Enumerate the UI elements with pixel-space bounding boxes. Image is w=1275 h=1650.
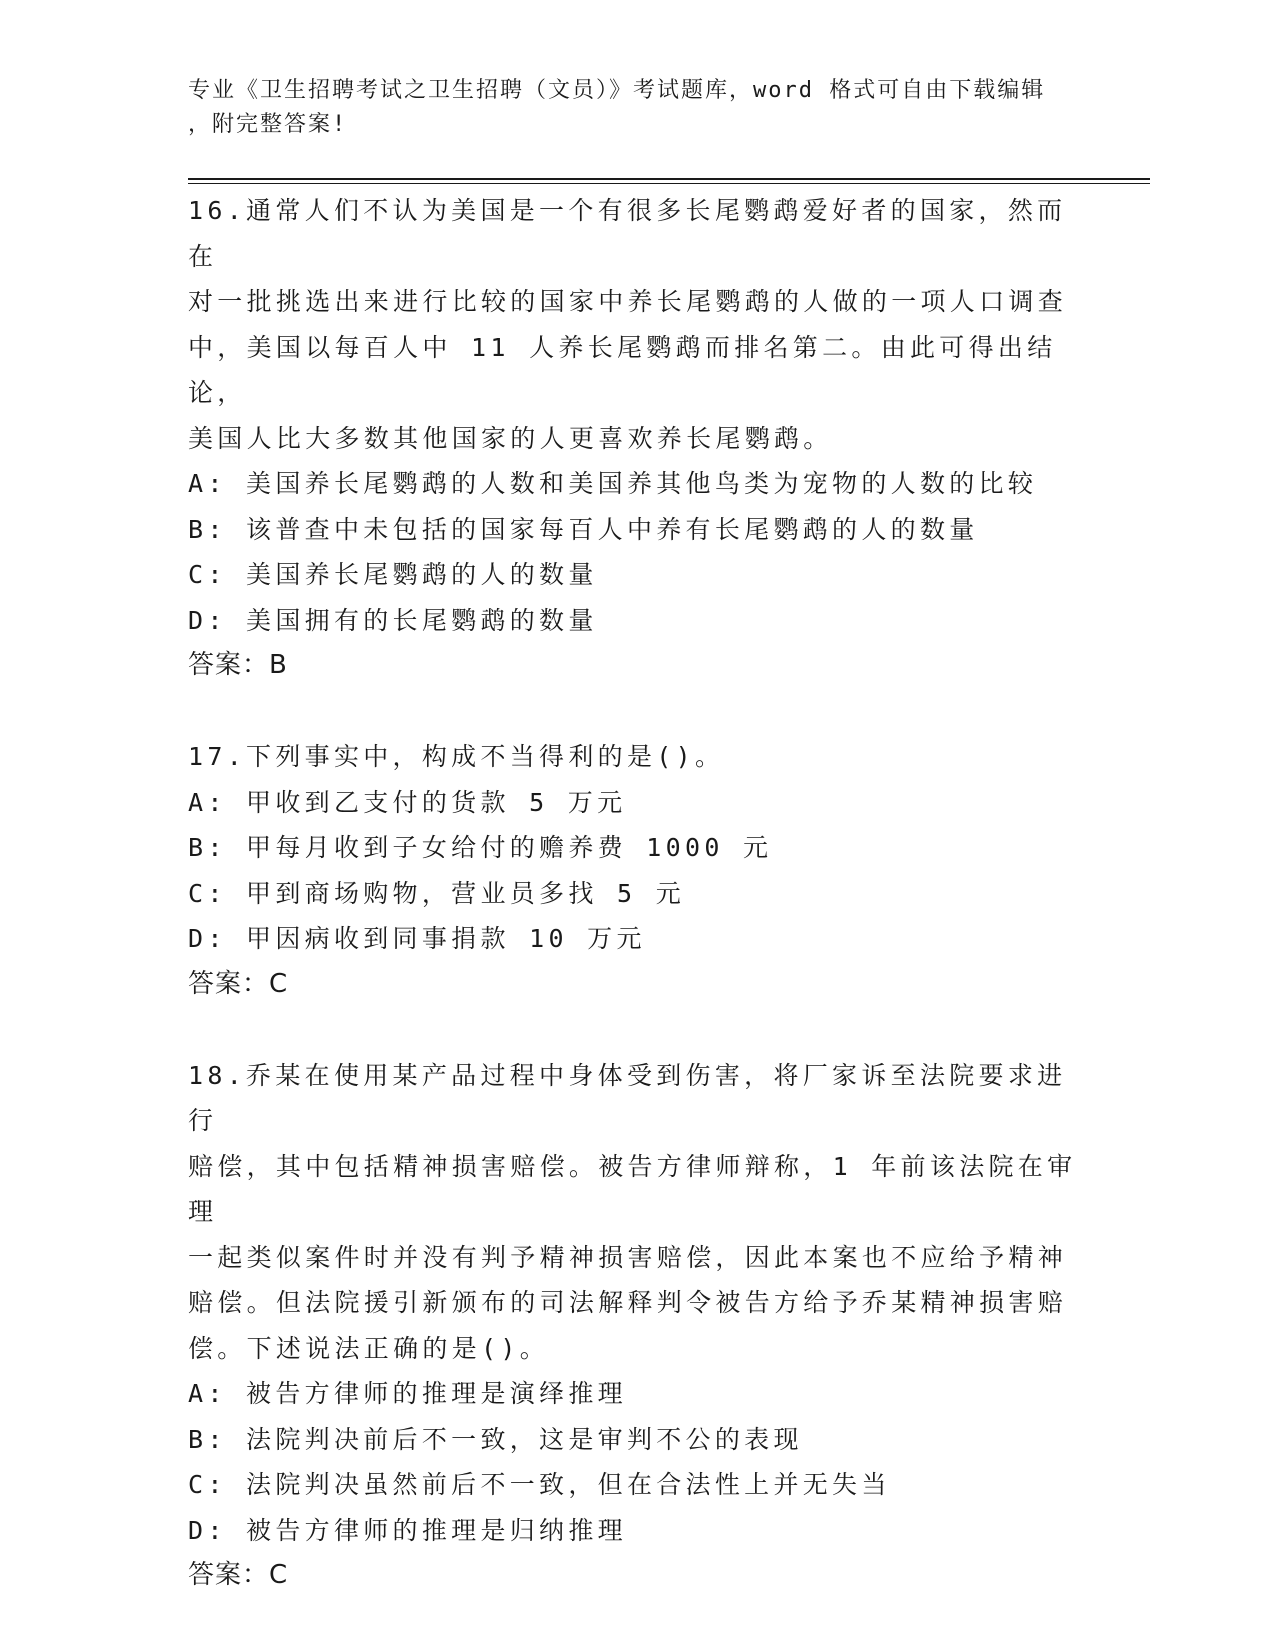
option-a: A: 被告方律师的推理是演绎推理	[188, 1379, 627, 1408]
answer-line: 答案：C	[188, 1560, 289, 1590]
question-stem-line: 美国人比大多数其他国家的人更喜欢养长尾鹦鹉。	[188, 423, 833, 453]
question-stem-line: 对一批挑选出来进行比较的国家中养长尾鹦鹉的人做的一项人口调查	[188, 287, 1068, 316]
question-stem-line: 17.下列事实中，构成不当得利的是()。	[188, 742, 725, 771]
option-d: D: 美国拥有的长尾鹦鹉的数量	[188, 605, 598, 635]
option-d: D: 被告方律师的推理是归纳推理	[188, 1515, 627, 1545]
question-stem-line: 赔偿。但法院援引新颁布的司法解释判令被告方给予乔某精神损害赔	[188, 1288, 1068, 1317]
header-line-1: 专业《卫生招聘考试之卫生招聘（文员）》考试题库，word 格式可自由下载编辑	[188, 78, 1046, 103]
question-spacer	[188, 689, 1088, 735]
question-stem-line: 16.通常人们不认为美国是一个有很多长尾鹦鹉爱好者的国家，然而在	[188, 196, 1067, 271]
option-d: D: 甲因病收到同事捐款 10 万元	[188, 924, 646, 953]
question-stem-line: 赔偿，其中包括精神损害赔偿。被告方律师辩称，1 年前该法院在审理	[188, 1151, 1077, 1226]
option-b: B: 该普查中未包括的国家每百人中养有长尾鹦鹉的人的数量	[188, 514, 979, 544]
answer-line: 答案：B	[188, 650, 288, 680]
question-stem-line: 18.乔某在使用某产品过程中身体受到伤害，将厂家诉至法院要求进行	[188, 1060, 1067, 1135]
header-line-2: ，附完整答案!	[188, 112, 348, 137]
option-b: B: 法院判决前后不一致，这是审判不公的表现	[188, 1424, 803, 1454]
question-16	[188, 188, 1088, 689]
option-c: C: 美国养长尾鹦鹉的人的数量	[188, 560, 598, 589]
option-a: A: 美国养长尾鹦鹉的人数和美国养其他鸟类为宠物的人数的比较	[188, 469, 1038, 498]
answer-line: 答案：C	[188, 968, 289, 999]
option-b: B: 甲每月收到子女给付的赡养费 1000 元	[188, 833, 773, 862]
option-a: A: 甲收到乙支付的货款 5 万元	[188, 787, 627, 817]
question-stem-line: 中，美国以每百人中 11 人养长尾鹦鹉而排名第二。由此可得出结论，	[188, 332, 1057, 407]
question-spacer	[188, 1007, 1088, 1053]
question-stem-line: 偿。下述说法正确的是()。	[188, 1333, 550, 1363]
option-c: C: 法院判决虽然前后不一致，但在合法性上并无失当	[188, 1470, 891, 1499]
document-header	[188, 74, 1068, 142]
question-18	[188, 1053, 1088, 1599]
question-stem-line: 一起类似案件时并没有判予精神损害赔偿，因此本案也不应给予精神	[188, 1242, 1068, 1272]
header-divider	[188, 178, 1150, 184]
question-17	[188, 734, 1088, 1007]
question-list	[188, 188, 1088, 1599]
option-c: C: 甲到商场购物，营业员多找 5 元	[188, 878, 686, 908]
